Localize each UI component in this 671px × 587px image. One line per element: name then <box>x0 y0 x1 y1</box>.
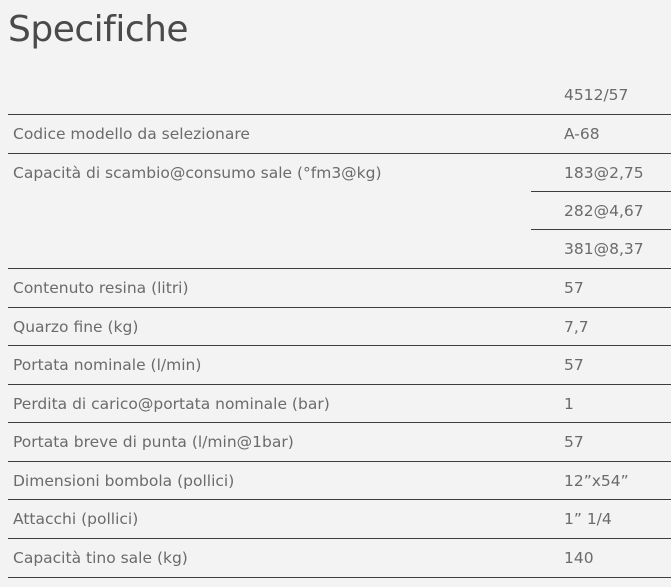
table-row <box>8 539 671 578</box>
page-title: Specifiche <box>8 9 189 50</box>
row-value: 7,7 <box>564 318 589 336</box>
row-value: 183@2,75 <box>564 164 644 182</box>
row-label: Perdita di carico@portata nominale (bar) <box>13 395 330 413</box>
row-value: 282@4,67 <box>564 202 644 220</box>
table-row <box>8 500 671 539</box>
table-row-multi <box>8 154 671 269</box>
sub-row <box>531 154 671 192</box>
table-row <box>8 423 671 462</box>
row-value: 57 <box>564 279 584 297</box>
row-label: Contenuto resina (litri) <box>13 279 189 297</box>
row-value: 381@8,37 <box>564 240 644 258</box>
row-label: Portata nominale (l/min) <box>13 356 202 374</box>
row-value: 140 <box>564 549 594 567</box>
table-header-row <box>8 76 671 115</box>
multi-value-group <box>531 154 671 268</box>
model-header-value: 4512/57 <box>564 86 629 104</box>
table-row <box>8 115 671 154</box>
row-value: 12”x54” <box>564 472 629 490</box>
sub-row <box>531 192 671 230</box>
table-row <box>8 346 671 385</box>
specs-table <box>8 76 671 578</box>
table-row <box>8 269 671 308</box>
row-label: Portata breve di punta (l/min@1bar) <box>13 433 294 451</box>
row-label: Capacità tino sale (kg) <box>13 549 188 567</box>
row-label: Quarzo fine (kg) <box>13 318 139 336</box>
table-row <box>8 308 671 346</box>
table-row <box>8 385 671 423</box>
row-label: Dimensioni bombola (pollici) <box>13 472 235 490</box>
sub-row <box>531 230 671 268</box>
row-value: 57 <box>564 433 584 451</box>
row-label: Attacchi (pollici) <box>13 510 139 528</box>
row-value: 1” 1/4 <box>564 510 612 528</box>
row-value: A-68 <box>564 125 600 143</box>
table-row <box>8 462 671 500</box>
row-label: Codice modello da selezionare <box>13 125 250 143</box>
row-label: Capacità di scambio@consumo sale (°fm3@kg) <box>13 164 382 182</box>
row-value: 1 <box>564 395 574 413</box>
row-value: 57 <box>564 356 584 374</box>
